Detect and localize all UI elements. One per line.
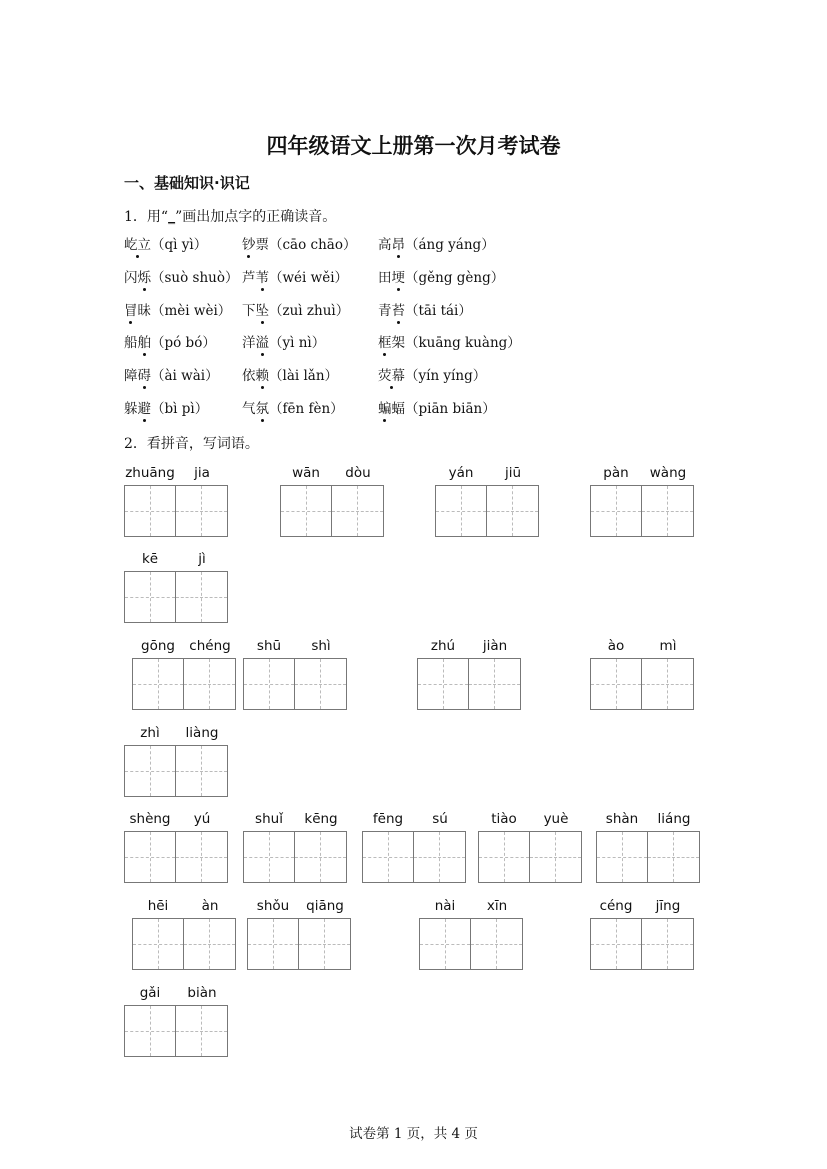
writing-cell[interactable] bbox=[332, 486, 383, 536]
writing-cell[interactable] bbox=[184, 659, 235, 709]
pronunciation-item: 船舶（pó bó） bbox=[124, 335, 216, 352]
pinyin-label: dòu bbox=[345, 465, 371, 481]
pronunciation-item: 芦苇（wéi wěi） bbox=[242, 269, 349, 286]
pinyin-label: shuǐ bbox=[255, 811, 283, 827]
writing-cell[interactable] bbox=[125, 832, 176, 882]
writing-grid[interactable] bbox=[124, 1005, 228, 1057]
writing-cell[interactable] bbox=[591, 659, 642, 709]
writing-cell[interactable] bbox=[418, 659, 469, 709]
pinyin-label: shèng bbox=[129, 811, 171, 827]
writing-cell[interactable] bbox=[295, 659, 346, 709]
pronunciation-item: 高昂（áng yáng） bbox=[378, 237, 495, 253]
writing-cell[interactable] bbox=[125, 572, 176, 622]
writing-cell[interactable] bbox=[363, 832, 414, 882]
writing-grid[interactable] bbox=[243, 831, 347, 883]
pinyin-label: zhì bbox=[140, 725, 160, 741]
pinyin-label: kē bbox=[141, 551, 159, 567]
pronunciation-item: 障碍（ài wài） bbox=[124, 368, 219, 385]
pronunciation-item: 田埂（gěng gèng） bbox=[378, 269, 505, 286]
writing-grid[interactable] bbox=[132, 658, 236, 710]
writing-cell[interactable] bbox=[479, 832, 530, 882]
writing-grid[interactable] bbox=[419, 918, 523, 970]
writing-cell[interactable] bbox=[176, 572, 227, 622]
writing-cell[interactable] bbox=[281, 486, 332, 536]
pronunciation-item: 闪烁（suò shuò） bbox=[124, 269, 239, 286]
pronunciation-item: 青苔（tāi tái） bbox=[378, 302, 472, 319]
pinyin-label: shàn bbox=[605, 811, 639, 827]
pinyin-label: mì bbox=[659, 638, 677, 654]
writing-cell[interactable] bbox=[648, 832, 699, 882]
pinyin-label: zhuāng bbox=[125, 465, 175, 481]
writing-cell[interactable] bbox=[299, 919, 350, 969]
pinyin-label: liáng bbox=[657, 811, 691, 827]
pronunciation-item: 钞票（cāo chāo） bbox=[242, 237, 357, 253]
writing-grid[interactable] bbox=[124, 571, 228, 623]
writing-cell[interactable] bbox=[176, 1006, 227, 1056]
writing-cell[interactable] bbox=[295, 832, 346, 882]
pinyin-label: gōng bbox=[141, 638, 175, 654]
pinyin-label: wān bbox=[292, 465, 320, 481]
pinyin-label: jì bbox=[198, 551, 206, 567]
writing-grid[interactable] bbox=[590, 658, 694, 710]
writing-cell[interactable] bbox=[642, 919, 693, 969]
pinyin-label: fēng bbox=[372, 811, 404, 827]
writing-cell[interactable] bbox=[591, 486, 642, 536]
pinyin-label: wàng bbox=[649, 465, 687, 481]
writing-cell[interactable] bbox=[125, 486, 176, 536]
writing-cell[interactable] bbox=[469, 659, 520, 709]
page-title: 四年级语文上册第一次月考试卷 bbox=[266, 134, 561, 158]
writing-cell[interactable] bbox=[436, 486, 487, 536]
pronunciation-item: 冒昧（mèi wèi） bbox=[124, 302, 232, 319]
writing-grid[interactable] bbox=[435, 485, 539, 537]
writing-cell[interactable] bbox=[176, 746, 227, 796]
writing-cell[interactable] bbox=[591, 919, 642, 969]
writing-cell[interactable] bbox=[642, 486, 693, 536]
writing-grid[interactable] bbox=[124, 485, 228, 537]
pronunciation-item: 框架（kuāng kuàng） bbox=[378, 335, 521, 352]
pinyin-label: qiāng bbox=[306, 898, 344, 914]
pinyin-label: zhú bbox=[430, 638, 456, 654]
writing-cell[interactable] bbox=[184, 919, 235, 969]
pinyin-label: biàn bbox=[187, 985, 217, 1001]
writing-cell[interactable] bbox=[248, 919, 299, 969]
writing-grid[interactable] bbox=[124, 745, 228, 797]
writing-grid[interactable] bbox=[243, 658, 347, 710]
pinyin-label: chéng bbox=[189, 638, 231, 654]
writing-cell[interactable] bbox=[133, 919, 184, 969]
writing-cell[interactable] bbox=[420, 919, 471, 969]
writing-cell[interactable] bbox=[125, 746, 176, 796]
writing-cell[interactable] bbox=[176, 486, 227, 536]
pronunciation-item: 下坠（zuì zhuì） bbox=[242, 302, 350, 319]
pinyin-label: jia bbox=[194, 465, 210, 481]
pinyin-label: hēi bbox=[147, 898, 169, 914]
pinyin-label: jiū bbox=[504, 465, 522, 481]
pinyin-label: sú bbox=[432, 811, 448, 827]
writing-cell[interactable] bbox=[133, 659, 184, 709]
pronunciation-item: 荧幕（yín yíng） bbox=[378, 368, 487, 385]
writing-grid[interactable] bbox=[596, 831, 700, 883]
writing-cell[interactable] bbox=[176, 832, 227, 882]
pinyin-label: céng bbox=[599, 898, 633, 914]
pinyin-label: shì bbox=[311, 638, 331, 654]
page-footer: 试卷第 1 页，共 4 页 bbox=[349, 1126, 478, 1142]
question-1-prompt: 1．用“_”画出加点字的正确读音。 bbox=[124, 209, 337, 225]
pronunciation-item: 依赖（lài lǎn） bbox=[242, 368, 339, 385]
pinyin-label: shū bbox=[256, 638, 282, 654]
writing-grid[interactable] bbox=[247, 918, 351, 970]
pinyin-label: kēng bbox=[304, 811, 338, 827]
pronunciation-item: 躲避（bì pì） bbox=[124, 401, 209, 417]
section-heading: 一、基础知识·识记 bbox=[124, 174, 250, 192]
pronunciation-item: 气氛（fēn fèn） bbox=[242, 401, 344, 417]
writing-cell[interactable] bbox=[244, 832, 295, 882]
pinyin-label: yú bbox=[193, 811, 211, 827]
pinyin-label: nài bbox=[434, 898, 456, 914]
pinyin-label: liàng bbox=[185, 725, 219, 741]
pinyin-label: yuè bbox=[543, 811, 569, 827]
pinyin-label: gǎi bbox=[139, 985, 161, 1001]
writing-grid[interactable] bbox=[590, 485, 694, 537]
pronunciation-item: 洋溢（yì nì） bbox=[242, 335, 326, 352]
writing-cell[interactable] bbox=[597, 832, 648, 882]
pronunciation-item: 屹立（qì yì） bbox=[124, 237, 208, 253]
pinyin-label: jiàn bbox=[482, 638, 508, 654]
writing-cell[interactable] bbox=[414, 832, 465, 882]
pinyin-label: jīng bbox=[655, 898, 681, 914]
writing-cell[interactable] bbox=[471, 919, 522, 969]
pinyin-label: yán bbox=[448, 465, 474, 481]
writing-grid[interactable] bbox=[417, 658, 521, 710]
writing-grid[interactable] bbox=[362, 831, 466, 883]
pronunciation-item: 蝙蝠（piān biān） bbox=[378, 401, 496, 417]
writing-cell[interactable] bbox=[642, 659, 693, 709]
pinyin-label: pàn bbox=[603, 465, 629, 481]
writing-grid[interactable] bbox=[132, 918, 236, 970]
writing-grid[interactable] bbox=[124, 831, 228, 883]
question-2-prompt: 2．看拼音，写词语。 bbox=[124, 436, 259, 452]
writing-grid[interactable] bbox=[478, 831, 582, 883]
pinyin-label: tiào bbox=[491, 811, 517, 827]
pinyin-label: shǒu bbox=[256, 898, 290, 914]
writing-cell[interactable] bbox=[125, 1006, 176, 1056]
writing-cell[interactable] bbox=[487, 486, 538, 536]
pinyin-label: àn bbox=[201, 898, 219, 914]
pinyin-label: xīn bbox=[486, 898, 508, 914]
writing-cell[interactable] bbox=[244, 659, 295, 709]
pinyin-label: ào bbox=[607, 638, 625, 654]
writing-cell[interactable] bbox=[530, 832, 581, 882]
writing-grid[interactable] bbox=[590, 918, 694, 970]
writing-grid[interactable] bbox=[280, 485, 384, 537]
